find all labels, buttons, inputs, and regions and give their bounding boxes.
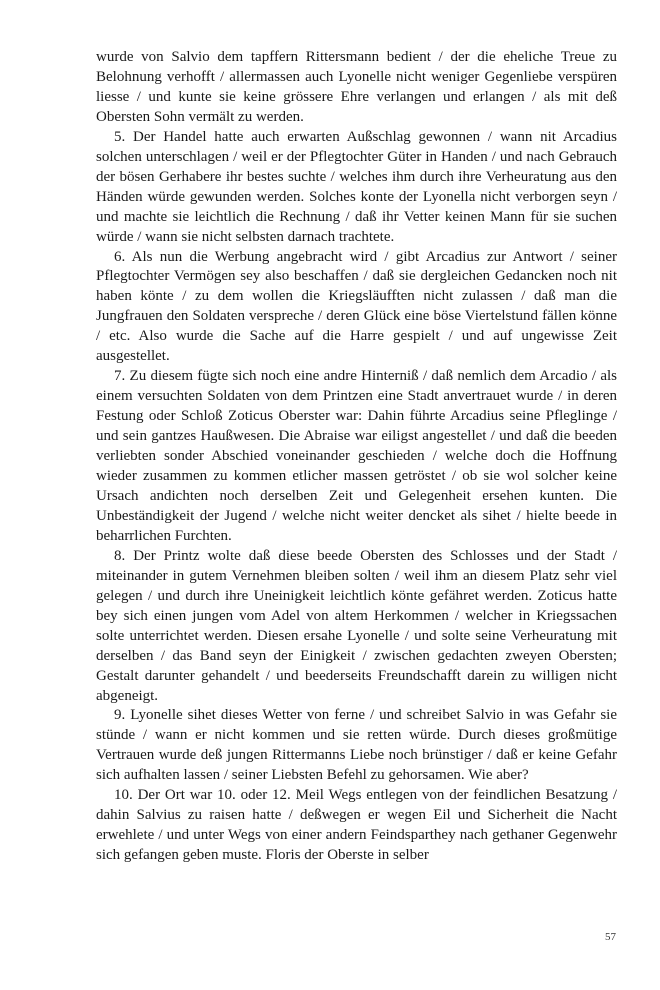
paragraph-continuation: wurde von Salvio dem tapffern Rittersmann bedient / der die eheliche Treue zu Belohnung verhofft / allermassen auch Lyonelle nicht weniger Gegenliebe verspüren liesse / und kunte sie keine grössere Ehre verlangen und erlangen / als mit deß Obersten Sohn vermält zu werden. (96, 49, 617, 125)
page-number: 57 (605, 931, 616, 943)
paragraph-8: 8. Der Printz wolte daß diese beede Obersten des Schlosses und der Stadt / miteinander in gutem Vernehmen bleiben solten / weil ihm an diesem Platz sehr viel gelegen / und durch ihre Uneinigkeit leichtlich könte gefähret werden. Zoticus hatte bey sich einen jungen vom Adel von altem Herkommen / welcher in Kriegssachen solte unterrichtet werden. Diesen ersahe Lyonelle / und solte seine Verheuratung mit derselben / das Band seyn der Einigkeit / zwischen gedachten zweyen Obersten; Gestalt darunter gehandelt / und beederseits Freundschafft darein zu willigen nicht abgeneigt. (96, 547, 617, 704)
document-page (96, 48, 617, 866)
paragraph-5: 5. Der Handel hatte auch erwarten Außschlag gewonnen / wann nit Arcadius solchen unterschlagen / weil er der Pflegtochter Güter in Handen / und nach Gebrauch der bösen Gerhabere ihr bestes suchte / welches ihm durch ihre Verheuratung aus den Händen würde gewunden werden. Solches konte der Lyonella nicht verborgen seyn / und machte sie leichtlich die Rechnung / daß ihr Vetter keinen Mann für sie suchen würde / wann sie nicht selbsten darnach trachtete. (96, 128, 617, 245)
paragraph-10: 10. Der Ort war 10. oder 12. Meil Wegs entlegen von der feindlichen Besatzung / dahin Salvius zu raisen hatte / deßwegen er wegen Eil und Sicherheit die Nacht erwehlete / und unter Wegs von einer andern Feindsparthey nach gethaner Gegenwehr sich gefangen geben muste. Floris der Oberste in selber (96, 787, 617, 864)
paragraph-7: 7. Zu diesem fügte sich noch eine andre Hinterniß / daß nemlich dem Arcadio / als einem versuchten Soldaten von dem Printzen eine Stadt anvertrauet wurde / in deren Festung oder Schloß Zoticus Oberster war: Dahin führte Arcadius seine Pfleglinge / und sein gantzes Haußwesen. Die Abraise war eiligst angestellet / und daß die beeden verliebten sonder Abschied voneinander geschieden / welche doch die Hoffnung wieder zusammen zu kommen etlicher massen getröstet / ob sie wol solcher keine Ursach andichten noch derselben Zeit und Gelegenheit ersehen kunten. Die Unbeständigkeit der Jugend / welche nicht weiter dencket als sihet / hielte beede in beharrlichen Furchten. (96, 368, 617, 544)
paragraph-6: 6. Als nun die Werbung angebracht wird / gibt Arcadius zur Antwort / seiner Pflegtochter Vermögen sey also beschaffen / daß sie dergleichen Gedancken noch nit haben könte / zu dem wollen die Kriegsläufften nicht zulassen / daß man die Jungfrauen den Soldaten verspreche / deren Glück eine böse Viertelstund fällen könne / etc. Also wurde die Sache auf die Harre gespielt / und auf ungewisse Zeit ausgestellet. (96, 248, 617, 365)
paragraph-9: 9. Lyonelle sihet dieses Wetter von ferne / und schreibet Salvio in was Gefahr sie stünde / wann er nicht kommen und sie retten würde. Durch dieses großmütige Vertrauen wurde deß jungen Rittermanns Liebe noch brünstiger / daß er keine Gefahr sich aufhalten lassen / seiner Liebsten Befehl zu gehorsamen. Wie aber? (96, 707, 617, 784)
